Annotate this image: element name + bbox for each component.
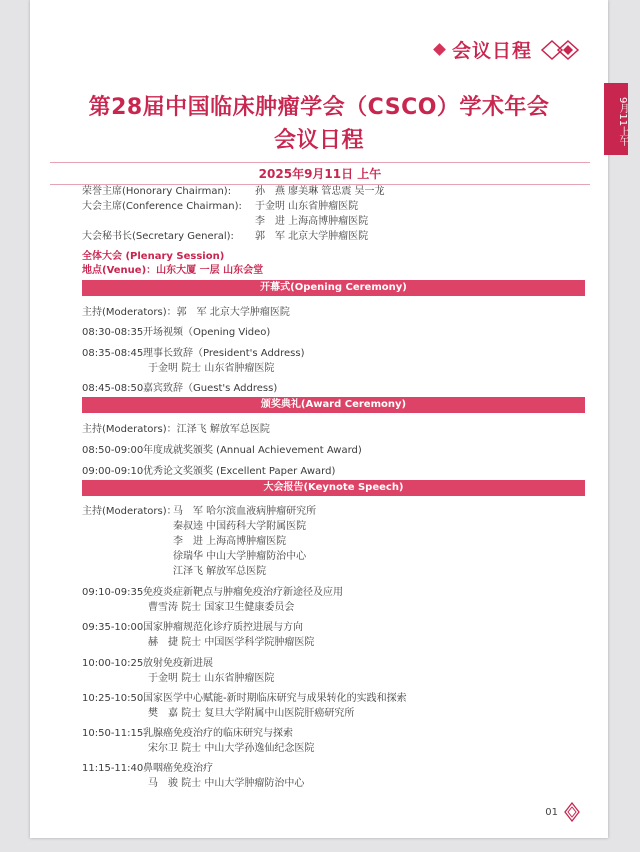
moderator: 徐瑞华 中山大学肿瘤防治中心 [173, 551, 307, 562]
page-number: 01 [545, 802, 580, 822]
official-row: 大会主席(Conference Chairman): 于金明 山东省肿瘤医院 [82, 201, 359, 212]
page-title: 第28届中国临床肿瘤学会（CSCO）学术年会 [88, 95, 550, 120]
plenary-venue: 地点(Venue)：山东大厦 一层 山东会堂 [82, 265, 264, 276]
section-bar-award: 颁奖典礼(Award Ceremony) [82, 397, 585, 413]
schedule-item: 10:00-10:25放射免疫新进展 [82, 658, 213, 669]
moderators: 主持(Moderators)：马 军 哈尔滨血液病肿瘤研究所 [82, 506, 317, 517]
moderators: 主持(Moderators)：郭 军 北京大学肿瘤医院 [82, 307, 290, 318]
schedule-item: 08:45-08:50嘉宾致辞（Guest's Address) [82, 383, 278, 394]
schedule-speaker: 赫 捷 院士 中国医学科学院肿瘤医院 [148, 637, 315, 648]
schedule-item: 08:30-08:35开场视频（Opening Video) [82, 327, 271, 338]
schedule-item: 10:25-10:50国家医学中心赋能-新时期临床研究与成果转化的实践和探索 [82, 693, 407, 704]
section-bar-keynote: 大会报告(Keynote Speech) [82, 480, 585, 496]
section-bar-opening: 开幕式(Opening Ceremony) [82, 280, 585, 296]
moderators: 主持(Moderators)：江泽飞 解放军总医院 [82, 424, 270, 435]
side-tab: 9月11上午 [604, 83, 628, 155]
header-label [435, 36, 586, 63]
official-row: 荣誉主席(Honorary Chairman): 孙 燕 廖美琳 管忠震 吴一龙 [82, 186, 385, 197]
diamond-icon [433, 43, 446, 56]
schedule-item: 10:50-11:15乳腺癌免疫治疗的临床研究与探索 [82, 728, 293, 739]
diamond-icon [564, 802, 580, 822]
schedule-speaker: 宋尔卫 院士 中山大学孙逸仙纪念医院 [148, 743, 315, 754]
header-title: 会议日程 [451, 40, 532, 62]
double-diamond-icon [540, 39, 586, 61]
schedule-item: 11:15-11:40鼻咽癌免疫治疗 [82, 763, 213, 774]
schedule-speaker: 于金明 院士 山东省肿瘤医院 [148, 673, 275, 684]
schedule-page [30, 0, 628, 838]
schedule-item: 08:35-08:45理事长致辞（President's Address) [82, 348, 305, 359]
schedule-speaker: 马 骏 院士 中山大学肿瘤防治中心 [148, 778, 305, 789]
schedule-speaker: 曹雪涛 院士 国家卫生健康委员会 [148, 602, 295, 613]
official-row: 李 进 上海高博肿瘤医院 [255, 216, 369, 227]
schedule-item: 09:10-09:35免疫炎症新靶点与肿瘤免疫治疗新途径及应用 [82, 587, 343, 598]
moderator: 秦叔逵 中国药科大学附属医院 [173, 521, 307, 532]
date-heading: 2025年9月11日 上午 [50, 162, 590, 185]
schedule-speaker: 于金明 院士 山东省肿瘤医院 [148, 363, 275, 374]
official-row: 大会秘书长(Secretary General): 郭 军 北京大学肿瘤医院 [82, 231, 369, 242]
schedule-item: 09:00-09:10优秀论文奖颁奖 (Excellent Paper Award) [82, 466, 336, 477]
plenary-session: 全体大会 (Plenary Session) [82, 251, 225, 262]
moderator: 李 进 上海高博肿瘤医院 [173, 536, 287, 547]
schedule-speaker: 樊 嘉 院士 复旦大学附属中山医院肝癌研究所 [148, 708, 355, 719]
page-subtitle: 会议日程 [273, 128, 364, 153]
schedule-item: 09:35-10:00国家肿瘤规范化诊疗质控进展与方向 [82, 622, 303, 633]
moderator: 江泽飞 解放军总医院 [173, 566, 267, 577]
schedule-item: 08:50-09:00年度成就奖颁奖 (Annual Achievement Award) [82, 445, 362, 456]
